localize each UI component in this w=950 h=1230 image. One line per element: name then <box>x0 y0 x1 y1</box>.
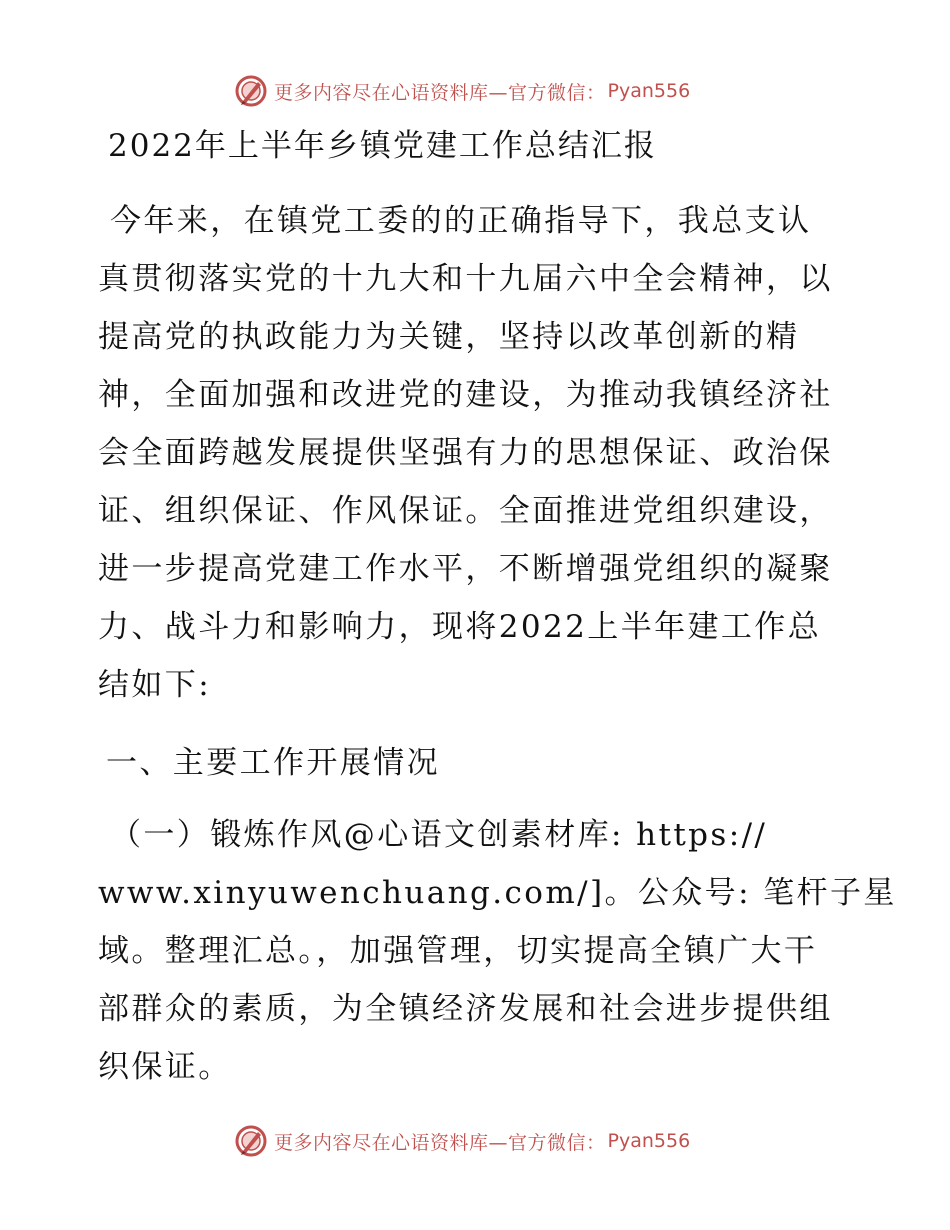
paragraph-line: 神，全面加强和改进党的建设，为推动我镇经济社 <box>98 377 833 413</box>
paragraph-line: 域。整理汇总。，加强管理，切实提高全镇广大干 <box>98 933 818 969</box>
footer-watermark <box>234 1121 690 1161</box>
watermark-wechat-id: Pyan556 <box>607 1130 691 1152</box>
document-title: 2022年上半年乡镇党建工作总结汇报 <box>108 128 657 164</box>
paragraph-line: （一）锻炼作风@心语文创素材库: https:// <box>110 817 768 853</box>
paragraph-line: 进一步提高党建工作水平，不断增强党组织的凝聚 <box>98 551 833 587</box>
paragraph-line: 会全面跨越发展提供坚强有力的思想保证、政治保 <box>98 435 833 471</box>
paragraph-line: 力、战斗力和影响力，现将2022上半年建工作总 <box>98 609 822 645</box>
paragraph-line: www.xinyuwenchuang.com/]。公众号: 笔杆子星 <box>98 875 897 911</box>
pen-seal-logo <box>234 74 268 108</box>
paragraph-line: 真贯彻落实党的十九大和十九届六中全会精神，以 <box>98 261 833 297</box>
section-heading <box>98 734 858 792</box>
watermark-text: 更多内容尽在心语资料库—官方微信： <box>274 1131 606 1154</box>
watermark-text: 更多内容尽在心语资料库—官方微信： <box>274 81 606 104</box>
subsection-paragraph <box>98 806 897 1096</box>
watermark-wechat-id: Pyan556 <box>607 80 691 102</box>
paragraph-line: 证、组织保证、作风保证。全面推进党组织建设， <box>98 493 833 529</box>
paragraph-line: 提高党的执政能力为关键，坚持以改革创新的精 <box>98 319 800 355</box>
header-watermark <box>234 71 690 111</box>
pen-seal-logo <box>234 1124 268 1158</box>
paragraph-line: 织保证。 <box>98 1049 232 1085</box>
section-heading-text: 一、主要工作开展情况 <box>106 745 440 781</box>
paragraph-line: 今年来，在镇党工委的的正确指导下，我总支认 <box>110 203 812 239</box>
intro-paragraph <box>98 192 858 714</box>
paragraph-line: 结如下: <box>98 667 212 703</box>
paragraph-line: 部群众的素质，为全镇经济发展和社会进步提供组 <box>98 991 833 1027</box>
